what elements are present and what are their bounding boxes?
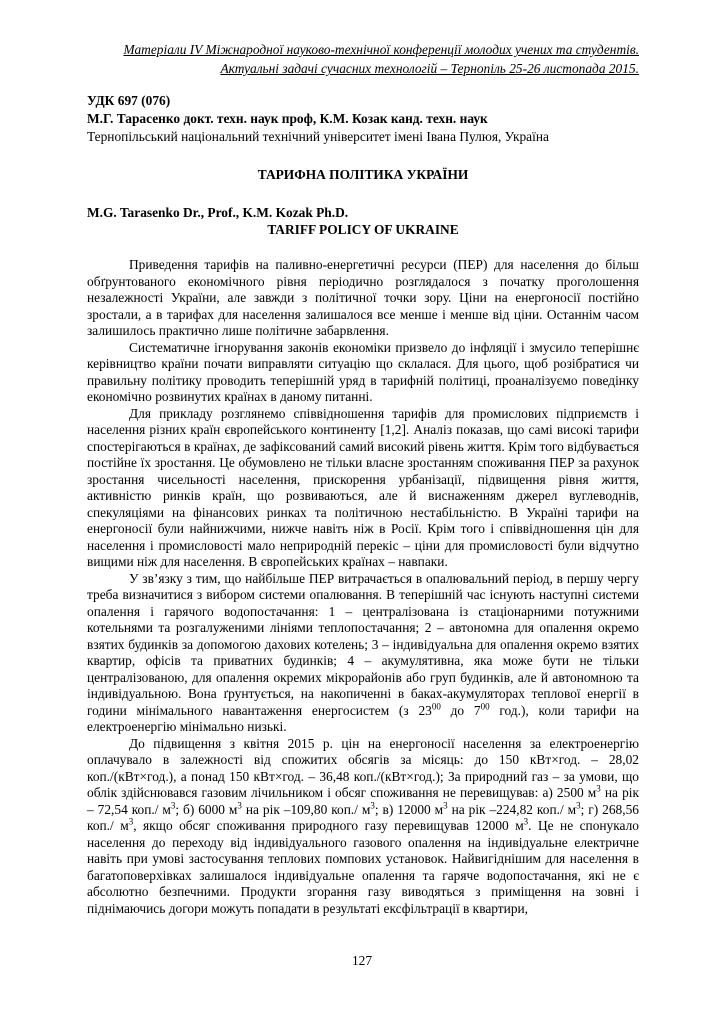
paragraph-2: Систематичне ігнорування законів економіки призвело до інфляції і змусило теперішнє керівництво країни почати виправляти ситуацію що склалася. Для цього, щоб розібратися чи правильну політику проводить теперішній уряд в тарифній політиці, проаналізуємо поведінку економічно розвинутих країнах в даному питанні. — [87, 339, 639, 404]
affiliation: Тернопільський національний технічний університет імені Івана Пулюя, Україна — [87, 129, 549, 144]
conference-header-line2: Актуальні задачі сучасних технологій – Тернопіль 25-26 листопада 2015. — [220, 61, 639, 76]
paragraph-4: У зв’язку з тим, що найбільше ПЕР витрачається в опалювальний період, в першу чергу треба визначитися з вибором системи опалювання. В теперішній час існують наступні системи опалення і гарячого водопостачання: 1 – централізована із стаціонарними потужними котельнями та розгалуженими лініями теплопостачання; 2 – автономна для опалення окремо взятих будинків за допомогою дахових котелень; 3 – індивідуальна для опалення окремо взятих квартир, офісів та приватних будинків; 4 – акумулятивна, яка може бути не тільки централізованою, для опалення окремих мікрорайонів або груп будинків, але й автономною та індивідуальною. Вона ґрунтується, на накопиченні в баках-акумуляторах теплової енергії в години мінімального навантаження енергосистем (з $23^{00}$ до $7^{00}$ год.), коли тарифи на електроенергію мінімально низькі. — [87, 570, 640, 734]
superscript: 3 — [370, 800, 375, 811]
paragraph-3: Для прикладу розглянемо співвідношення тарифів для промислових підприємств і населення різних країн європейського континенту [1,2]. Аналіз показав, що самі високі тарифи спостерігаються в країнах, де зафіксований самий високий рівень життя. Крім того відбувається постійне їх зростання. Це обумовлено не тільки власне зростанням споживання ПЕР за рахунок зростання чисельності населення, прискорення урбанізації, підвищення рівня життя, активністю ринків країн, що розвиваються, але й виснаженням джерел вуглеводнів, спекуляціями на фінансових ринках та політичною нестабільністю. В Україні тарифи на енергоносії були найнижчими, нижче навіть ніж в Росії. Крім того і співвідношення цін для населення і промисловості мало неприродній перекіс – ціни для промисловості були відчутно вищими ніж для населення. В європейських країнах – навпаки. — [87, 405, 639, 569]
superscript: 00 — [480, 701, 490, 712]
superscript: 3 — [128, 816, 134, 827]
paragraph-5: До підвищення з квітня 2015 р. цін на енергоносії населення за електроенергію оплачувало в залежності від спожитих обсягів за місяць: до 150 кВт×год. – 28,02 коп./(кВт×год.), а понад 150 кВт×год. – 36,48 коп./(кВт×год.); За природний газ – за умови, що облік здійснювався газовим лічильником і обсяг споживання не перевищував: а) 2500 $м^3$ на рік – 72,54 коп./ $м^3$; б) 6000 $м^3$ на рік –109,80 коп./ $м^3$; в) 12000 $м^3$ на рік –224,82 коп./ $м^3$; г) 268,56 коп./ $м^3$, якщо обсяг споживання природного газу перевищував 12000 $м^3$. Це не спонукало населення до переходу від індивідуального газового опалення на індивідуальне електричне навіть при умові застосування теплових помпових установок. Найвигіднішим для населення в багатоповерхівках залишалося індивідуальне опалення та гаряче водопостачання, які не є абсолютно безпечними. Продукти згорання газу виводяться з приміщення на зовні і піднімаючись догори можуть попадати в результаті ексфільтрації в квартири, — [87, 735, 639, 916]
superscript: 3 — [596, 783, 601, 794]
superscript: 3 — [443, 800, 448, 811]
authors-ukrainian: М.Г. Тарасенко докт. техн. наук проф, К.М. Козак канд. техн. наук — [87, 111, 488, 126]
superscript: 3 — [576, 800, 581, 811]
article-body — [87, 257, 639, 917]
udk-code: УДК 697 (076) — [87, 93, 171, 108]
article-page — [87, 40, 639, 917]
authors-english: M.G. Tarasenko Dr., Prof., K.M. Kozak Ph.D. — [87, 205, 349, 220]
page-number: 127 — [351, 953, 373, 968]
superscript: 3 — [170, 800, 176, 811]
conference-header-line1: Матеріали IV Міжнародної науково-технічної конференції молодих учених та студентів. — [123, 42, 639, 57]
superscript: 3 — [237, 800, 242, 811]
paragraph-1: Приведення тарифів на паливно-енергетичні ресурси (ПЕР) для населення до більш обґрунтованого економічного рівня періодично розглядалося з початку проголошення незалежності України, але завжди з політичної точки зору. Ціни на енергоносії постійно зростали, а в тарифах для населення залишалося все менше і менше від ціни. Останнім часом залишилось практично лише політичне забарвлення. — [87, 257, 639, 338]
superscript: 00 — [431, 701, 441, 712]
title-english: TARIFF POLICY OF UKRAINE — [267, 222, 459, 237]
title-ukrainian: ТАРИФНА ПОЛІТИКА УКРАЇНИ — [257, 167, 469, 182]
superscript: 3 — [523, 816, 529, 827]
conference-header — [87, 40, 639, 78]
